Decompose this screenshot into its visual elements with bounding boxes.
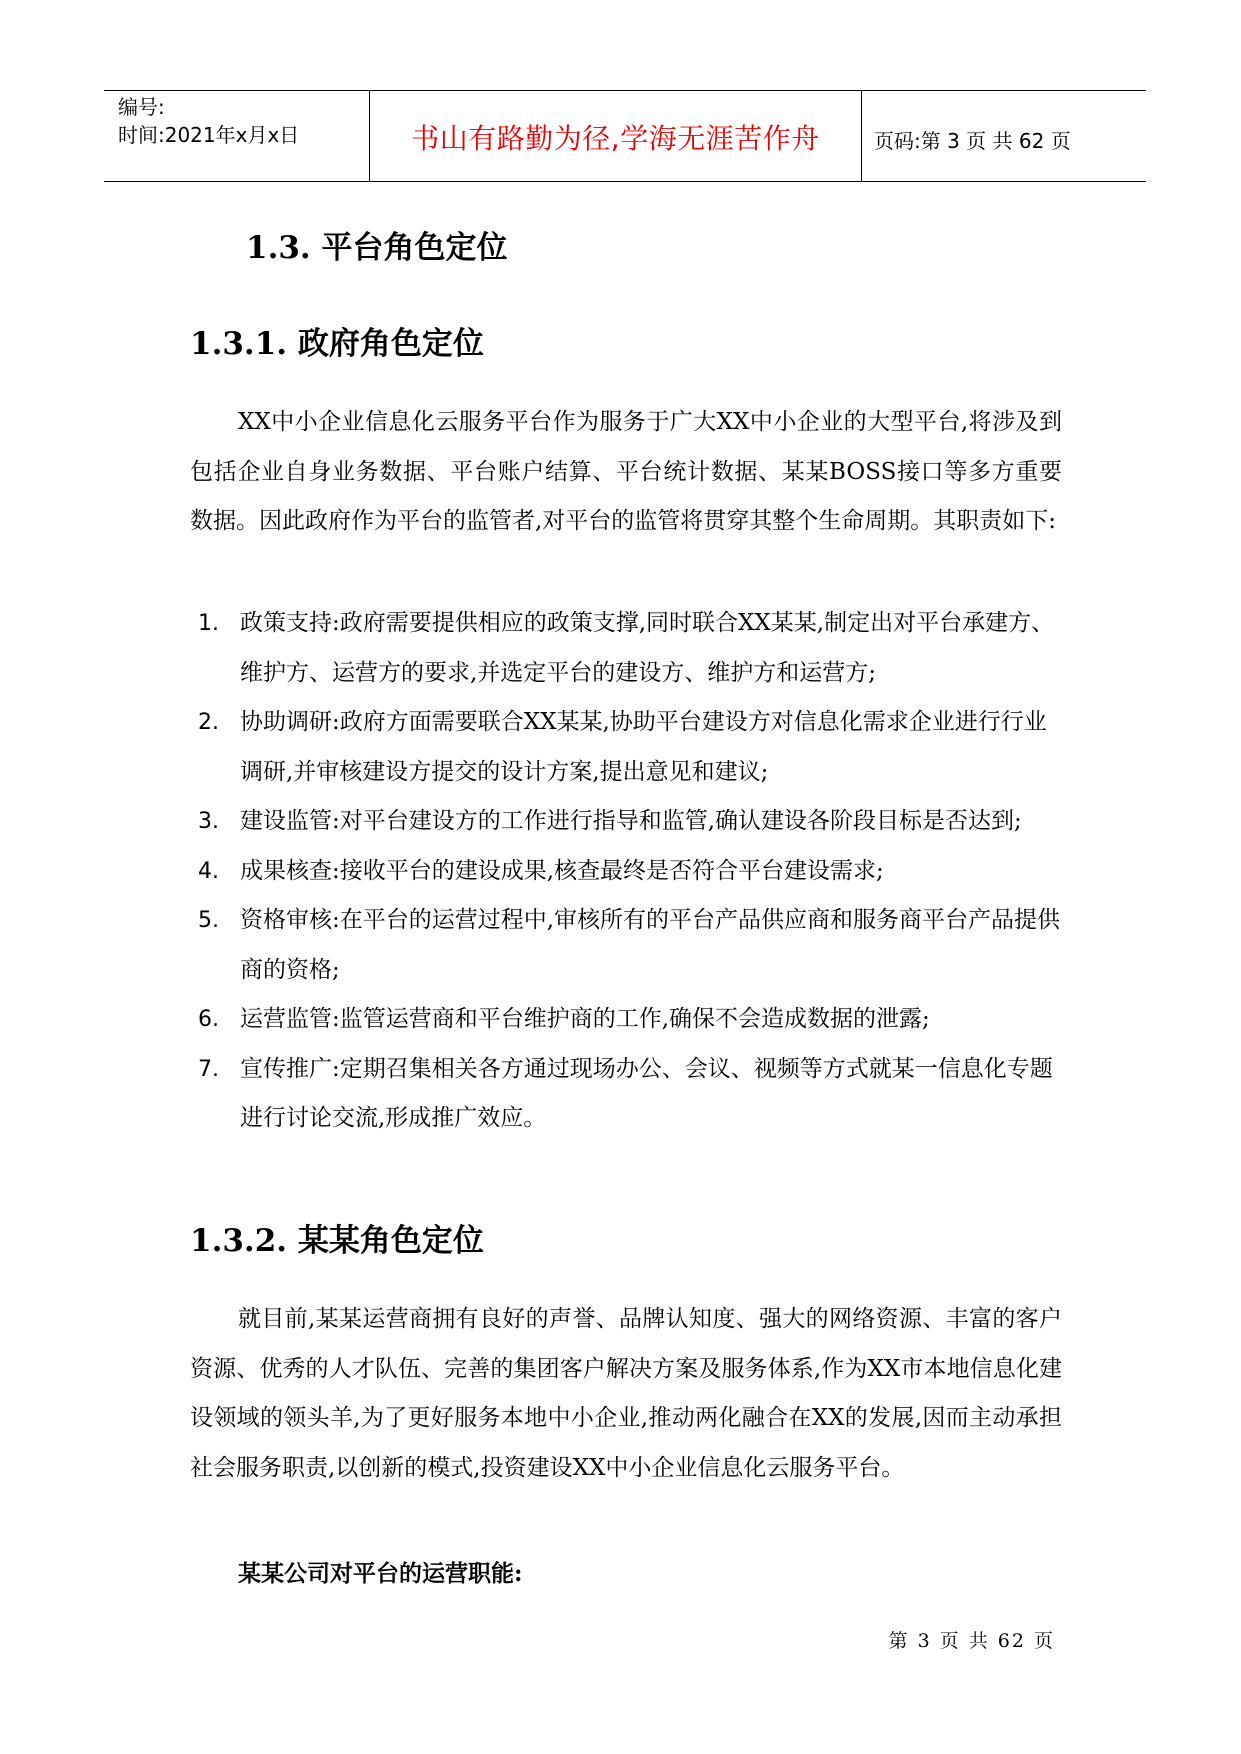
list-item-number: 3. xyxy=(198,809,219,834)
list-item-text: 成果核查:接收平台的建设成果,核查最终是否符合平台建设需求; xyxy=(240,857,884,884)
list-item-number: 4. xyxy=(198,858,219,884)
page-header xyxy=(104,90,1146,182)
list-item-text: 建设监管:对平台建设方的工作进行指导和监管,确认建设各阶段目标是否达到; xyxy=(240,808,1022,834)
header-motto: 书山有路勤为径,学海无涯苦作舟 xyxy=(411,122,820,155)
header-divider xyxy=(861,91,862,181)
list-item-number: 7. xyxy=(198,1056,219,1082)
list-item xyxy=(190,599,1062,698)
list-item xyxy=(190,896,1062,995)
gov-duties-list xyxy=(190,599,1062,1144)
gov-intro-paragraph: XX中小企业信息化云服务平台作为服务于广大XX中小企业的大型平台,将涉及到包括企业自身业务数据、平台账户结算、平台统计数据、某某BOSS接口等多方重要数据。因此政府作为平台的监管者,对平台的监管将贯穿其整个生命周期。其职责如下: xyxy=(190,409,1062,534)
header-meta xyxy=(118,93,368,149)
list-item-number: 6. xyxy=(198,1007,219,1032)
operator-subheading: 某某公司对平台的运营职能: xyxy=(238,1560,523,1587)
page-footer: 第 3 页 共 62 页 xyxy=(888,1630,1055,1652)
section-heading: 1.3. 平台角色定位 xyxy=(246,230,508,266)
list-item xyxy=(190,1045,1062,1144)
header-page-info: 页码:第 3 页 共 62 页 xyxy=(874,129,1071,153)
time-label: 时间:2021年x月x日 xyxy=(118,123,300,147)
list-item-text: 宣传推广:定期召集相关各方通过现场办公、会议、视频等方式就某一信息化专题进行讨论交流,形成推广效应。 xyxy=(240,1055,1053,1131)
list-item-number: 1. xyxy=(198,611,219,636)
list-item-number: 5. xyxy=(198,908,219,933)
operator-intro-paragraph: 就目前,某某运营商拥有良好的声誉、品牌认知度、强大的网络资源、丰富的客户资源、优秀的人才队伍、完善的集团客户解决方案及服务体系,作为XX市本地信息化建设领域的领头羊,为了更好服务本地中小企业,推动两化融合在XX的发展,因而主动承担社会服务职责,以创新的模式,投资建设XX中小企业信息化云服务平台。 xyxy=(190,1306,1062,1481)
list-item-text: 运营监管:监管运营商和平台维护商的工作,确保不会造成数据的泄露; xyxy=(240,1006,930,1032)
list-item xyxy=(190,698,1062,797)
list-item-text: 政策支持:政府需要提供相应的政策支撑,同时联合XX某某,制定出对平台承建方、维护方、运营方的要求,并选定平台的建设方、维护方和运营方; xyxy=(240,610,1055,686)
list-item xyxy=(190,797,1062,847)
list-item xyxy=(190,995,1062,1045)
gov-heading: 1.3.1. 政府角色定位 xyxy=(190,326,484,362)
operator-heading: 1.3.2. 某某角色定位 xyxy=(190,1223,484,1259)
list-item-number: 2. xyxy=(198,710,219,735)
serial-label: 编号: xyxy=(118,95,165,119)
list-item-text: 协助调研:政府方面需要联合XX某某,协助平台建设方对信息化需求企业进行行业调研,并审核建设方提交的设计方案,提出意见和建议; xyxy=(240,709,1047,785)
list-item xyxy=(190,847,1062,897)
list-item-text: 资格审核:在平台的运营过程中,审核所有的平台产品供应商和服务商平台产品提供商的资格; xyxy=(240,907,1061,983)
